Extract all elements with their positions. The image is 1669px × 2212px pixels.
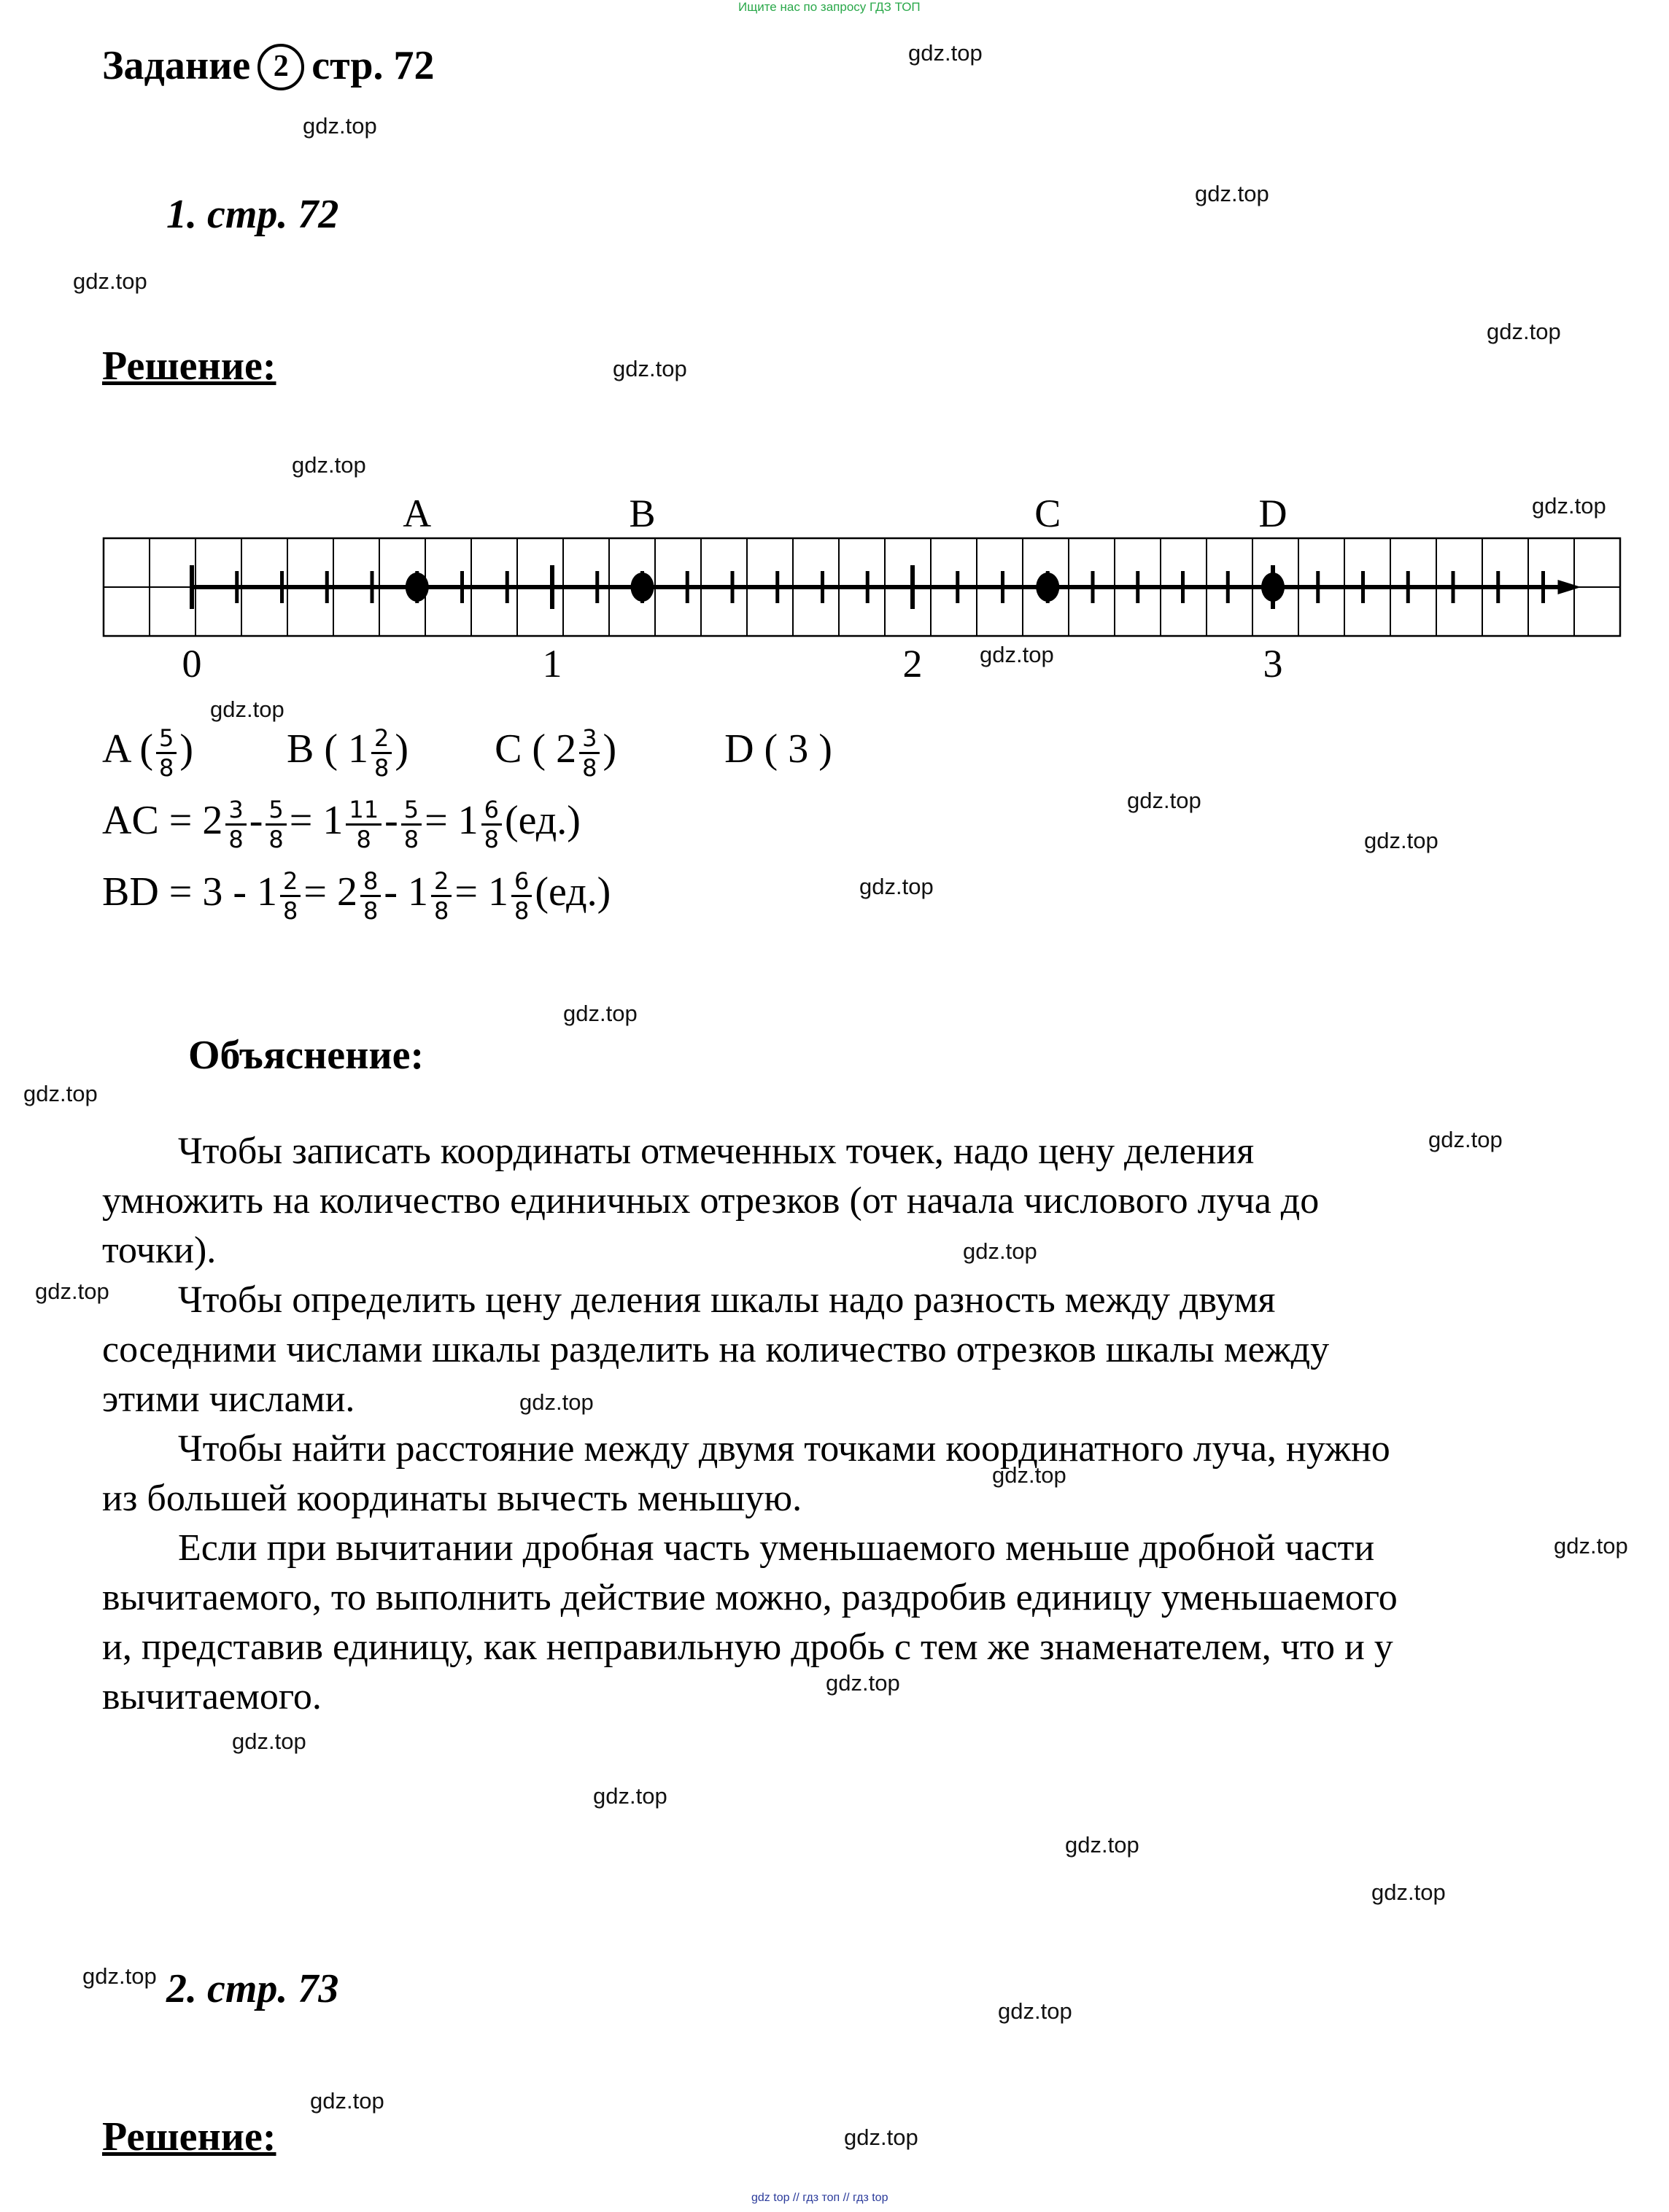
top-banner[interactable]: Ищите нас по запросу ГДЗ ТОП — [738, 0, 921, 14]
coord-d-value: ( 3 ) — [764, 726, 832, 772]
explanation-line: вычитаемого, то выполнить действие можно, раздробив единицу уменьшаемого — [102, 1577, 1398, 1618]
point-a — [406, 573, 429, 602]
solution-label: Решение: — [102, 344, 276, 389]
bd-op: - 1 — [384, 869, 428, 915]
explanation-line: Чтобы определить цену деления шкалы надо разность между двумя — [102, 1279, 1276, 1321]
watermark[interactable]: gdz.top — [593, 1783, 667, 1809]
tick-label-3: 3 — [1263, 642, 1283, 686]
coord-b-close: ) — [395, 726, 409, 772]
watermark[interactable]: gdz.top — [232, 1728, 306, 1754]
section-2-heading — [166, 1965, 338, 2012]
watermark[interactable]: gdz.top — [1127, 788, 1201, 813]
ac-t1-den: 8 — [228, 825, 244, 853]
ac-t4-fraction — [401, 796, 422, 853]
watermark[interactable]: gdz.top — [82, 1963, 157, 1989]
section-1-page: стр. 72 — [207, 192, 339, 237]
coord-c-close: ) — [603, 726, 617, 772]
bd-t2-num: 8 — [360, 867, 381, 897]
explanation-line: вычитаемого. — [102, 1676, 322, 1718]
bd-t2-den: 8 — [363, 896, 379, 925]
ac-t1-num: 3 — [225, 796, 246, 826]
bd-t1-fraction — [280, 867, 301, 925]
coord-b-den: 8 — [374, 753, 390, 782]
watermark[interactable]: gdz.top — [980, 642, 1054, 667]
point-label-c: C — [1034, 492, 1061, 535]
watermark[interactable]: gdz.top — [908, 40, 983, 66]
coord-a-fraction — [156, 724, 177, 782]
bd-t1-num: 2 — [280, 867, 301, 897]
explanation-line: соседними числами шкалы разделить на количество отрезков шкалы между — [102, 1329, 1330, 1370]
point-d — [1261, 573, 1285, 602]
coord-c-fraction — [579, 724, 600, 782]
watermark[interactable]: gdz.top — [1065, 1832, 1139, 1858]
coord-b-fraction — [371, 724, 392, 782]
ac-t4-num: 5 — [401, 796, 422, 826]
bd-eq1: = 2 — [303, 869, 357, 915]
ac-t5-den: 8 — [484, 825, 500, 853]
point-label-a: A — [403, 492, 432, 535]
watermark[interactable]: gdz.top — [292, 452, 366, 478]
tick-label-1: 1 — [542, 642, 562, 686]
explanation-line: Если при вычитании дробная часть уменьшаемого меньше дробной части — [102, 1527, 1375, 1569]
bd-t4-num: 6 — [511, 867, 532, 897]
watermark[interactable]: gdz.top — [992, 1462, 1066, 1488]
ac-t2-fraction — [266, 796, 286, 853]
bd-t3-den: 8 — [434, 896, 449, 925]
explanation-line: Чтобы записать координаты отмеченных точек, надо цену деления — [102, 1130, 1255, 1172]
watermark[interactable]: gdz.top — [1428, 1127, 1503, 1152]
watermark[interactable]: gdz.top — [1364, 828, 1438, 853]
coordinates-line — [102, 713, 832, 785]
ac-t2-den: 8 — [268, 825, 284, 853]
explanation-label: Объяснение: — [188, 1033, 425, 1078]
watermark[interactable]: gdz.top — [1487, 319, 1561, 344]
ac-op1: - — [249, 798, 263, 843]
section-2-page: стр. 73 — [207, 1966, 339, 2011]
footer-links[interactable]: gdz top // гдз топ // гдз top — [751, 2192, 888, 2204]
bd-t1-den: 8 — [283, 896, 298, 925]
coord-a-num: 5 — [156, 724, 177, 754]
tick-label-2: 2 — [902, 642, 923, 686]
tick-label-0: 0 — [182, 642, 202, 686]
coord-d — [724, 726, 832, 772]
point-label-d: D — [1258, 492, 1287, 535]
coord-b-open: ( — [324, 726, 338, 772]
explanation-line: этими числами. — [102, 1378, 355, 1420]
watermark[interactable]: gdz.top — [859, 874, 934, 899]
ac-eq1: = 1 — [289, 798, 344, 843]
watermark[interactable]: gdz.top — [844, 2124, 918, 2150]
point-b — [631, 573, 654, 602]
coord-c — [495, 723, 627, 782]
section-1-number: 1. — [166, 192, 197, 237]
coord-b-whole: 1 — [348, 726, 369, 772]
coord-b-name: B — [287, 726, 314, 772]
ac-t3-den: 8 — [356, 825, 371, 853]
coord-a-name: A — [102, 726, 130, 772]
bd-t2-fraction — [360, 867, 381, 925]
explanation-text — [102, 1127, 1605, 1722]
watermark[interactable]: gdz.top — [563, 1001, 638, 1026]
watermark[interactable]: gdz.top — [826, 1670, 900, 1696]
task-title-prefix: Задание — [102, 43, 251, 88]
coord-c-name: C — [495, 726, 522, 772]
coord-b — [287, 723, 419, 782]
watermark[interactable]: gdz.top — [1371, 1879, 1446, 1905]
watermark[interactable]: gdz.top — [998, 1998, 1072, 2024]
ac-t1-fraction — [225, 796, 246, 853]
watermark[interactable]: gdz.top — [1532, 493, 1606, 519]
bd-unit: (ед.) — [535, 869, 611, 915]
number-line-ray — [182, 492, 1581, 686]
watermark[interactable]: gdz.top — [73, 268, 147, 294]
section-2-number: 2. — [166, 1966, 197, 2011]
ac-t5-num: 6 — [481, 796, 502, 826]
ac-t5-fraction — [481, 796, 502, 853]
bd-calculation — [102, 855, 611, 928]
explanation-line: умножить на количество единичных отрезков (от начала числового луча до — [102, 1180, 1320, 1222]
watermark[interactable]: gdz.top — [963, 1238, 1037, 1264]
coord-c-whole: 2 — [556, 726, 577, 772]
coord-c-open: ( — [532, 726, 546, 772]
number-line-figure — [0, 0, 1669, 700]
ac-t3-num: 11 — [346, 796, 382, 826]
ac-calculation — [102, 784, 581, 857]
coord-a-den: 8 — [159, 753, 174, 782]
coord-b-num: 2 — [371, 724, 392, 754]
task-title-page: стр. 72 — [311, 43, 435, 88]
coord-c-num: 3 — [579, 724, 600, 754]
ac-t4-den: 8 — [403, 825, 419, 853]
point-c — [1036, 573, 1059, 602]
bd-lhs: BD = 3 - 1 — [102, 869, 278, 915]
bd-t3-num: 2 — [431, 867, 452, 897]
watermark[interactable]: gdz.top — [613, 356, 687, 381]
coord-a-open: ( — [139, 726, 154, 772]
watermark[interactable]: gdz.top — [210, 696, 284, 722]
ray-arrowhead — [1558, 580, 1581, 594]
point-label-b: B — [629, 492, 656, 535]
bd-t3-fraction — [431, 867, 452, 925]
coord-c-den: 8 — [582, 753, 597, 782]
watermark[interactable]: gdz.top — [1554, 1533, 1628, 1559]
coord-a — [102, 723, 204, 782]
bd-t4-den: 8 — [514, 896, 530, 925]
explanation-line: точки). — [102, 1230, 217, 1271]
coord-d-name: D — [724, 726, 754, 772]
ac-lhs: AC = — [102, 798, 193, 843]
watermark[interactable]: gdz.top — [310, 2088, 384, 2114]
explanation-line: и, представив единицу, как неправильную дробь с тем же знаменателем, что и у — [102, 1626, 1393, 1668]
watermark[interactable]: gdz.top — [1195, 181, 1269, 206]
task-number-circle: 2 — [257, 44, 304, 90]
watermark[interactable]: gdz.top — [519, 1389, 594, 1415]
ac-unit: (ед.) — [505, 798, 581, 843]
bd-t4-fraction — [511, 867, 532, 925]
ac-t1-whole: 2 — [202, 798, 223, 843]
bd-eq2: = 1 — [454, 869, 508, 915]
solution-2-label: Решение: — [102, 2114, 276, 2159]
ac-t3-fraction — [346, 796, 382, 853]
coord-a-close: ) — [179, 726, 194, 772]
explanation-line: Чтобы найти расстояние между двумя точками координатного луча, нужно — [102, 1428, 1390, 1470]
explanation-line: из большей координаты вычесть меньшую. — [102, 1478, 802, 1519]
watermark[interactable]: gdz.top — [23, 1081, 98, 1106]
ac-t2-num: 5 — [266, 796, 286, 826]
ac-eq2: = 1 — [425, 798, 479, 843]
ac-op2: - — [384, 798, 398, 843]
watermark[interactable]: gdz.top — [35, 1278, 109, 1304]
watermark[interactable]: gdz.top — [303, 113, 377, 139]
